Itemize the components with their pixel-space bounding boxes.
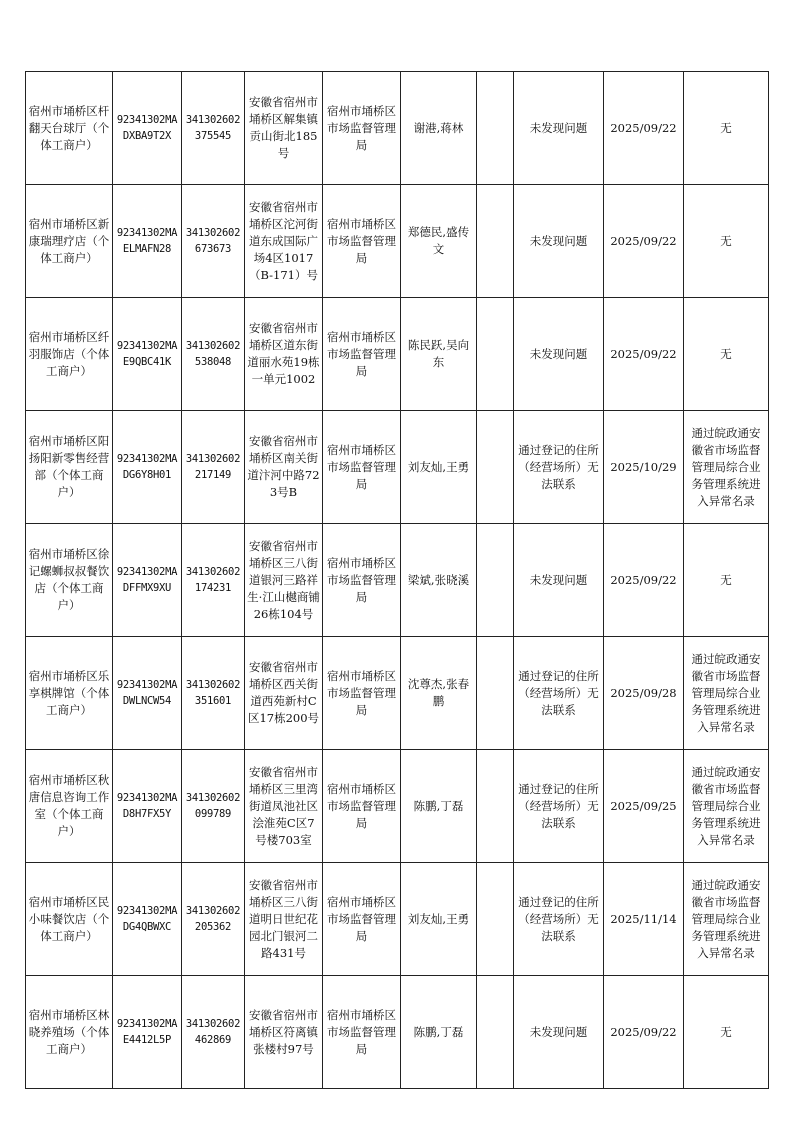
inspectors-cell: 谢港,蒋林 [401,72,477,185]
inspection-date-cell: 2025/09/28 [604,637,684,750]
table-row [26,72,769,185]
inspectors-cell: 陈鹏,丁磊 [401,750,477,863]
address-cell: 安徽省宿州市埇桥区西关街道西苑新村C区17栋200号 [245,637,323,750]
address-cell: 安徽省宿州市埇桥区南关街道汴河中路723号B [245,411,323,524]
empty-cell [477,863,514,976]
table-body [26,72,769,1089]
empty-cell [477,72,514,185]
business-name-cell: 宿州市埇桥区纤羽服饰店（个体工商户） [26,298,113,411]
empty-cell [477,524,514,637]
address-cell: 安徽省宿州市埇桥区道东街道丽水苑19栋一单元1002 [245,298,323,411]
inspection-result-cell: 通过登记的住所（经营场所）无法联系 [514,863,604,976]
authority-cell: 宿州市埇桥区市场监督管理局 [323,637,401,750]
inspection-date-cell: 2025/11/14 [604,863,684,976]
inspection-date-cell: 2025/10/29 [604,411,684,524]
inspection-result-cell: 未发现问题 [514,976,604,1089]
follow-up-action-cell: 通过皖政通安徽省市场监督管理局综合业务管理系统进入异常名录 [684,750,769,863]
credit-code-cell: 92341302MADWLNCW54 [113,637,182,750]
inspectors-cell: 陈民跃,吴向东 [401,298,477,411]
inspection-date-cell: 2025/09/22 [604,298,684,411]
inspectors-cell: 陈鹏,丁磊 [401,976,477,1089]
address-cell: 安徽省宿州市埇桥区符离镇张楼村97号 [245,976,323,1089]
address-cell: 安徽省宿州市埇桥区三里湾街道凤池社区浍淮苑C区7号楼703室 [245,750,323,863]
table-row [26,976,769,1089]
inspection-date-cell: 2025/09/22 [604,976,684,1089]
registration-number-cell: 341302602375545 [182,72,245,185]
follow-up-action-cell: 通过皖政通安徽省市场监督管理局综合业务管理系统进入异常名录 [684,863,769,976]
registration-number-cell: 341302602174231 [182,524,245,637]
authority-cell: 宿州市埇桥区市场监督管理局 [323,185,401,298]
inspection-date-cell: 2025/09/22 [604,185,684,298]
registration-number-cell: 341302602538048 [182,298,245,411]
inspectors-cell: 梁斌,张晓溪 [401,524,477,637]
empty-cell [477,298,514,411]
address-cell: 安徽省宿州市埇桥区三八街道明日世纪花园北门银河二路431号 [245,863,323,976]
table-row [26,750,769,863]
credit-code-cell: 92341302MAELMAFN28 [113,185,182,298]
credit-code-cell: 92341302MADXBA9T2X [113,72,182,185]
authority-cell: 宿州市埇桥区市场监督管理局 [323,72,401,185]
registration-number-cell: 341302602205362 [182,863,245,976]
registration-number-cell: 341302602462869 [182,976,245,1089]
registration-number-cell: 341302602673673 [182,185,245,298]
empty-cell [477,637,514,750]
inspection-date-cell: 2025/09/22 [604,524,684,637]
registration-number-cell: 341302602099789 [182,750,245,863]
inspectors-cell: 沈尊杰,张春鹏 [401,637,477,750]
inspection-date-cell: 2025/09/25 [604,750,684,863]
follow-up-action-cell: 无 [684,976,769,1089]
address-cell: 安徽省宿州市埇桥区解集镇贡山街北185号 [245,72,323,185]
credit-code-cell: 92341302MAE9QBC41K [113,298,182,411]
address-cell: 安徽省宿州市埇桥区沱河街道东成国际广场4区1017（B-171）号 [245,185,323,298]
follow-up-action-cell: 无 [684,185,769,298]
table-row [26,524,769,637]
empty-cell [477,750,514,863]
inspection-result-cell: 未发现问题 [514,298,604,411]
authority-cell: 宿州市埇桥区市场监督管理局 [323,298,401,411]
inspection-result-cell: 通过登记的住所（经营场所）无法联系 [514,411,604,524]
follow-up-action-cell: 无 [684,524,769,637]
table-row [26,863,769,976]
follow-up-action-cell: 无 [684,72,769,185]
credit-code-cell: 92341302MADG6Y8H01 [113,411,182,524]
inspection-result-cell: 未发现问题 [514,524,604,637]
follow-up-action-cell: 通过皖政通安徽省市场监督管理局综合业务管理系统进入异常名录 [684,637,769,750]
authority-cell: 宿州市埇桥区市场监督管理局 [323,524,401,637]
table-row [26,185,769,298]
inspection-result-cell: 未发现问题 [514,72,604,185]
inspection-date-cell: 2025/09/22 [604,72,684,185]
inspection-result-cell: 未发现问题 [514,185,604,298]
business-name-cell: 宿州市埇桥区林晓养殖场（个体工商户） [26,976,113,1089]
credit-code-cell: 92341302MAE4412L5P [113,976,182,1089]
follow-up-action-cell: 通过皖政通安徽省市场监督管理局综合业务管理系统进入异常名录 [684,411,769,524]
credit-code-cell: 92341302MAD8H7FX5Y [113,750,182,863]
table-row [26,411,769,524]
address-cell: 安徽省宿州市埇桥区三八街道银河三路祥生·江山樾商铺26栋104号 [245,524,323,637]
business-name-cell: 宿州市埇桥区民小味餐饮店（个体工商户） [26,863,113,976]
business-name-cell: 宿州市埇桥区秋唐信息咨询工作室（个体工商户） [26,750,113,863]
business-name-cell: 宿州市埇桥区徐记螺蛳叔叔餐饮店（个体工商户） [26,524,113,637]
registration-number-cell: 341302602351601 [182,637,245,750]
credit-code-cell: 92341302MADG4QBWXC [113,863,182,976]
table-row [26,637,769,750]
inspection-result-cell: 通过登记的住所（经营场所）无法联系 [514,750,604,863]
credit-code-cell: 92341302MADFFMX9XU [113,524,182,637]
registration-number-cell: 341302602217149 [182,411,245,524]
inspection-result-cell: 通过登记的住所（经营场所）无法联系 [514,637,604,750]
business-name-cell: 宿州市埇桥区杆翻天台球厅（个体工商户） [26,72,113,185]
authority-cell: 宿州市埇桥区市场监督管理局 [323,411,401,524]
business-name-cell: 宿州市埇桥区新康瑞理疗店（个体工商户） [26,185,113,298]
inspection-table [25,71,769,1089]
empty-cell [477,185,514,298]
empty-cell [477,411,514,524]
inspectors-cell: 郑德民,盛传文 [401,185,477,298]
authority-cell: 宿州市埇桥区市场监督管理局 [323,750,401,863]
authority-cell: 宿州市埇桥区市场监督管理局 [323,976,401,1089]
authority-cell: 宿州市埇桥区市场监督管理局 [323,863,401,976]
business-name-cell: 宿州市埇桥区阳扬阳新零售经营部（个体工商户） [26,411,113,524]
empty-cell [477,976,514,1089]
follow-up-action-cell: 无 [684,298,769,411]
business-name-cell: 宿州市埇桥区乐享棋牌馆（个体工商户） [26,637,113,750]
inspectors-cell: 刘友灿,王勇 [401,863,477,976]
table-row [26,298,769,411]
inspectors-cell: 刘友灿,王勇 [401,411,477,524]
